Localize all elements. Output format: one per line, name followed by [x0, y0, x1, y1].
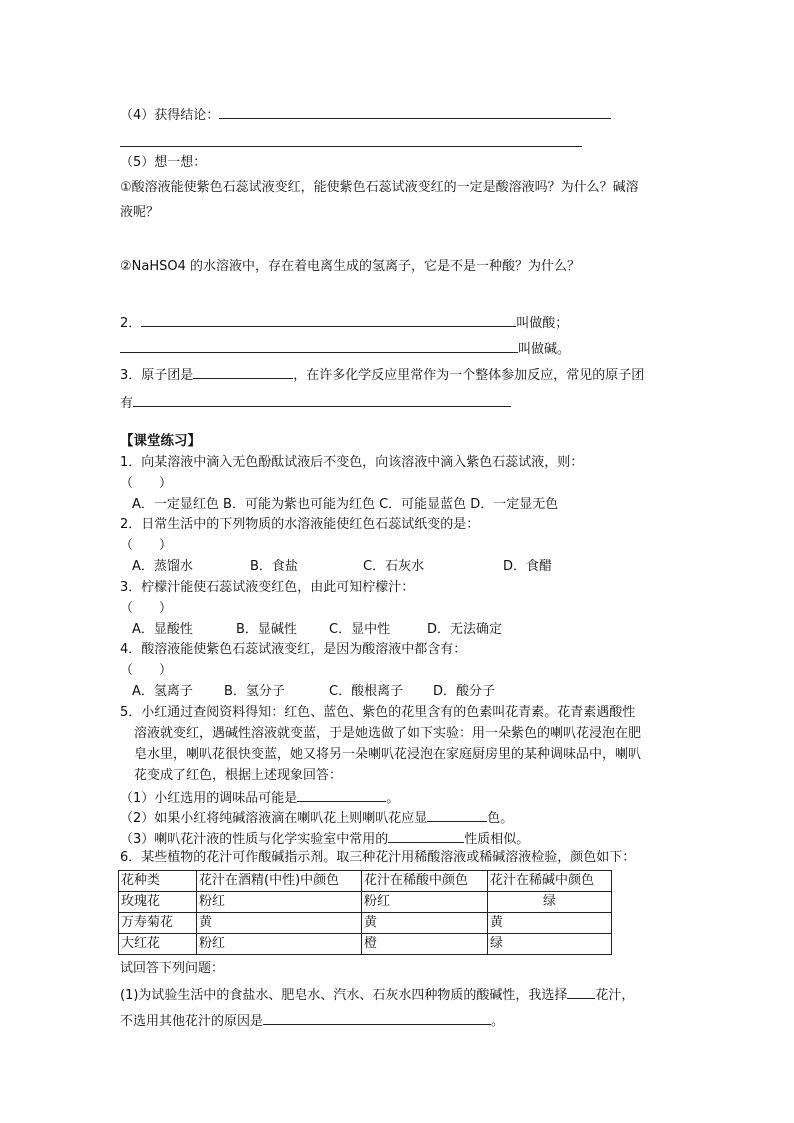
p6-sub1-line1: [120, 986, 634, 1004]
p3-option-b: B．显碱性: [236, 622, 297, 637]
p2-option-c: C．石灰水: [363, 559, 425, 574]
p6-sub1-mid: 花汁，: [595, 988, 635, 1003]
conclusion-line: [120, 106, 611, 124]
radical-mid: ，在许多化学反应里常作为一个整体参加反应，常见的原子团: [293, 368, 645, 383]
p5-sub2-text: （2）如果小红将纯碱溶液滴在喇叭花上则喇叭花应显: [120, 811, 428, 826]
p1-paren[interactable]: （ ）: [120, 476, 173, 491]
p3-paren[interactable]: （ ）: [120, 601, 173, 616]
p5-sub3-end: 性质相似。: [464, 832, 530, 847]
table-cell: 黄: [488, 913, 612, 934]
table-row: [119, 892, 612, 913]
p6-reason-blank[interactable]: [263, 1012, 491, 1025]
acid-def-suffix: 叫做酸；: [516, 316, 569, 331]
p5-sub1-text: （1）小红选用的调味品可能是: [120, 791, 298, 806]
table-header: 花种类: [119, 871, 197, 892]
radical-blank[interactable]: [193, 366, 293, 379]
p5-line4: 花变成了红色，根据上述现象回答：: [134, 768, 343, 783]
p1-stem: 1．向某溶液中滴入无色酚酞试液后不变色，向该溶液中滴入紫色石蕊试液，则：: [120, 455, 584, 470]
p6-sub1-line2: [120, 1012, 504, 1030]
conclusion-label: （4）获得结论：: [120, 108, 220, 123]
table-header: 花汁在酒精(中性)中颜色: [197, 871, 362, 892]
table-row: [119, 934, 612, 955]
table-header: 花汁在稀碱中颜色: [488, 871, 612, 892]
p6-reason-end: 。: [491, 1014, 505, 1029]
p3-option-a: A．显酸性: [132, 622, 193, 637]
p4-option-c: C．酸根离子: [329, 684, 404, 699]
p5-sub2-end: 色。: [487, 811, 514, 826]
p2-option-d: D．食醋: [503, 559, 553, 574]
p3-stem: 3．柠檬汁能使石蕊试液变红色，由此可知柠檬汁：: [120, 580, 415, 595]
table-cell: 橙: [362, 934, 488, 955]
p5-sub2-blank[interactable]: [427, 809, 487, 822]
table-header-row: [119, 871, 612, 892]
think-q2: ②NaHSO4 的水溶液中，存在着电离生成的氢离子，它是不是一种酸？为什么？: [120, 259, 581, 274]
base-def-blank[interactable]: [120, 340, 518, 353]
radical-label: 3．原子团是: [120, 368, 194, 383]
practice-title: 【课堂练习】: [120, 433, 201, 449]
acid-def-blank[interactable]: [141, 314, 516, 327]
radical-you: 有: [120, 396, 134, 411]
p5-sub1-end: 。: [386, 791, 400, 806]
p6-ask: 试回答下列问题：: [120, 961, 225, 976]
think-q1-line1: ①酸溶液能使紫色石蕊试液变红，能使紫色石蕊试液变红的一定是酸溶液吗？为什么？碱溶: [120, 180, 639, 195]
p5-sub1-blank[interactable]: [297, 789, 386, 802]
table-cell: 万寿菊花: [119, 913, 197, 934]
acid-def-line: [120, 314, 568, 332]
p4-option-a: A．氢离子: [132, 684, 193, 699]
p5-line3: 皂水里，喇叭花很快变蓝，她又将另一朵喇叭花浸泡在家庭厨房里的某种调味品中，喇叭: [134, 747, 642, 762]
p5-line2: 溶液就变红，遇碱性溶液就变蓝，于是她选做了如下实验：用一朵紫色的喇叭花浸泡在肥: [134, 726, 642, 741]
p5-sub2: [120, 809, 513, 827]
p3-option-d: D．无法确定: [427, 622, 503, 637]
table-row: [119, 913, 612, 934]
p2-option-b: B．食盐: [250, 559, 298, 574]
table-cell: 粉红: [197, 892, 362, 913]
table-cell: 大红花: [119, 934, 197, 955]
p4-stem: 4．酸溶液能使紫色石蕊试液变红，是因为酸溶液中都含有：: [120, 642, 467, 657]
table-cell: 玫瑰花: [119, 892, 197, 913]
radical-line: [120, 366, 644, 384]
base-def-line: [120, 340, 570, 358]
p4-paren[interactable]: （ ）: [120, 663, 173, 678]
table-cell: 绿: [488, 892, 612, 913]
think-q1-line2: 液呢？: [120, 205, 160, 220]
flower-indicator-table: [118, 870, 612, 955]
table-cell: 黄: [197, 913, 362, 934]
p6-reason-text: 不选用其他花汁的原因是: [120, 1014, 264, 1029]
table-cell: 粉红: [362, 892, 488, 913]
p5-sub3-text: （3）喇叭花汁液的性质与化学实验室中常用的: [120, 832, 389, 847]
table-header: 花汁在稀酸中颜色: [362, 871, 488, 892]
p5-sub3: [120, 830, 529, 848]
table-cell: 粉红: [197, 934, 362, 955]
p6-flower-blank[interactable]: [567, 986, 595, 999]
p1-options: A．一定显红色 B．可能为紫也可能为红色 C．可能显蓝色 D．一定显无色: [132, 497, 559, 512]
p4-option-d: D．酸分子: [433, 684, 496, 699]
p5-sub3-blank[interactable]: [388, 830, 464, 843]
think-label: （5）想一想：: [120, 155, 207, 170]
table-cell: 黄: [362, 913, 488, 934]
conclusion-blank-2[interactable]: [120, 146, 582, 147]
radical-line-2: [120, 394, 511, 412]
base-def-suffix: 叫做碱。: [518, 342, 571, 357]
p3-option-c: C．显中性: [329, 622, 391, 637]
conclusion-blank[interactable]: [219, 106, 611, 119]
p6-sub1-text: (1)为试验生活中的食盐水、肥皂水、汽水、石灰水四种物质的酸碱性，我选择: [120, 988, 568, 1003]
radical-blank-2[interactable]: [133, 394, 511, 407]
p2-paren[interactable]: （ ）: [120, 538, 173, 553]
p6-stem: 6．某些植物的花汁可作酸碱指示剂。取三种花汁用稀酸溶液或稀碱溶液检验，颜色如下：: [120, 850, 636, 865]
p2-stem: 2．日常生活中的下列物质的水溶液能使红色石蕊试纸变的是：: [120, 517, 480, 532]
acid-def-num: 2．: [120, 316, 142, 331]
p4-option-b: B．氢分子: [224, 684, 285, 699]
table-cell: 绿: [488, 934, 612, 955]
p2-option-a: A．蒸馏水: [132, 559, 193, 574]
p5-line1: 5．小红通过查阅资料得知：红色、蓝色、紫色的花里含有的色素叫花青素。花青素遇酸性: [120, 705, 636, 720]
p5-sub1: [120, 789, 399, 807]
